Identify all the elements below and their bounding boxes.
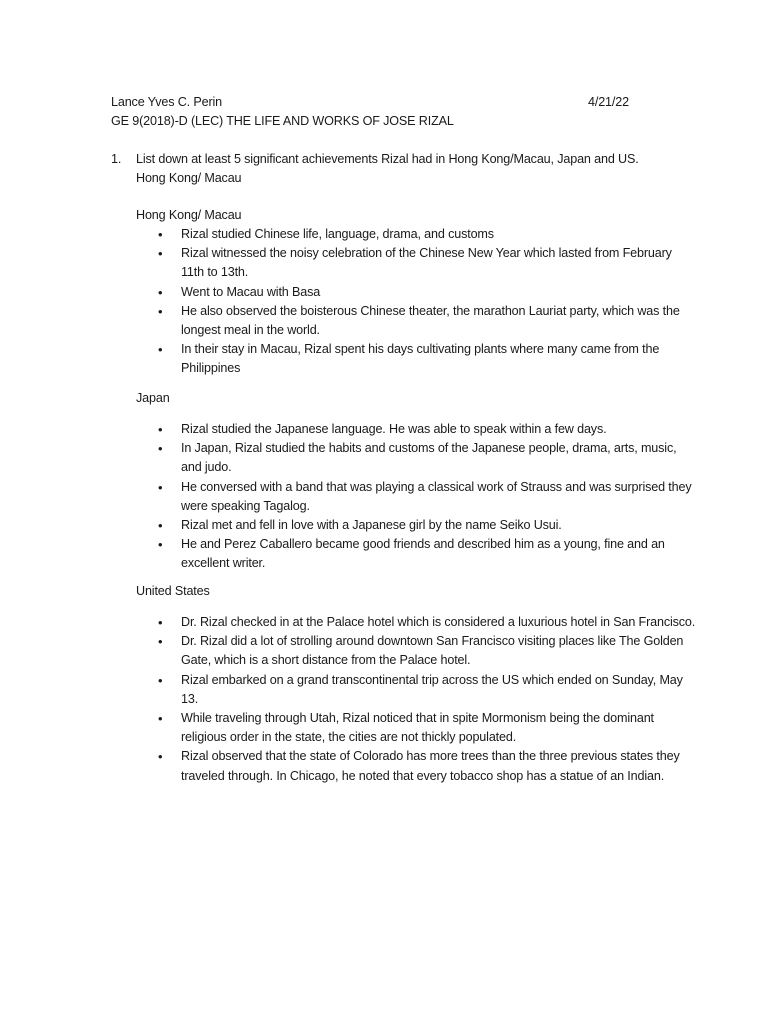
list-item: • Dr. Rizal did a lot of strolling around downtown San Francisco visiting places like The Golden Gate, which is a short distance from the Palace hotel. [158,634,684,668]
bullet-icon: • [158,246,163,262]
section-united-states [136,582,696,786]
list-item: • Rizal studied Chinese life, language, drama, and customs [136,225,696,244]
bullet-icon: • [158,422,163,437]
document-date: 4/21/22 [588,95,629,109]
bullet-icon: • [158,537,163,553]
list-item: • Rizal witnessed the noisy celebration of the Chinese New Year which lasted from February 11th to 13th. [158,246,672,280]
question-subtext: Hong Kong/ Macau [136,171,242,185]
bullet-icon: • [158,711,163,727]
bullet-list [136,225,696,379]
section-title: Hong Kong/ Macau [136,208,242,222]
list-item: • Rizal observed that the state of Colorado has more trees than the three previous states they traveled through. In Chicago, he noted that every tobacco shop has a statue of an Indian. [158,749,680,783]
bullet-icon: • [158,749,163,765]
section-japan [136,389,696,574]
course-title: GE 9(2018)-D (LEC) THE LIFE AND WORKS OF JOSE RIZAL [111,114,454,128]
bullet-icon: • [158,615,163,630]
question-number: 1. [111,152,122,166]
list-item: • Rizal embarked on a grand transcontinental trip across the US which ended on Sunday, May 13. [158,672,683,706]
bullet-icon: • [158,342,163,358]
list-item: • Went to Macau with Basa [136,283,696,302]
bullet-icon: • [158,303,163,319]
bullet-list [136,420,696,574]
list-item: • Dr. Rizal checked in at the Palace hotel which is considered a luxurious hotel in San Francisco. [136,613,696,632]
bullet-icon: • [158,479,163,495]
list-item: • He conversed with a band that was playing a classical work of Strauss and was surprised they were speaking Tagalog. [158,479,692,513]
bullet-icon: • [158,634,163,650]
list-item: • Rizal met and fell in love with a Japanese girl by the name Seiko Usui. [136,516,696,535]
bullet-list [136,613,696,786]
bullet-icon: • [158,518,163,534]
section-hong-kong-macau [136,206,696,379]
list-item: • In Japan, Rizal studied the habits and customs of the Japanese people, drama, arts, music, and judo. [158,441,677,475]
question-text: List down at least 5 significant achievements Rizal had in Hong Kong/Macau, Japan and US. [136,152,639,166]
section-title: Japan [136,391,170,405]
bullet-icon: • [158,672,163,688]
list-item: • He and Perez Caballero became good friends and described him as a young, fine and an excellent writer. [158,537,665,571]
bullet-icon: • [158,284,163,300]
bullet-icon: • [158,441,163,457]
list-item: • In their stay in Macau, Rizal spent his days cultivating plants where many came from the Philippines [158,342,660,376]
list-item: • He also observed the boisterous Chinese theater, the marathon Lauriat party, which was the longest meal in the world. [158,303,680,338]
list-item: • Rizal studied the Japanese language. He was able to speak within a few days. [136,420,696,439]
section-title: United States [136,584,210,598]
author-name: Lance Yves C. Perin [111,95,223,109]
list-item: • While traveling through Utah, Rizal noticed that in spite Mormonism being the dominant religious order in the state, the cities are not thickly populated. [158,711,654,745]
bullet-icon: • [158,227,163,242]
